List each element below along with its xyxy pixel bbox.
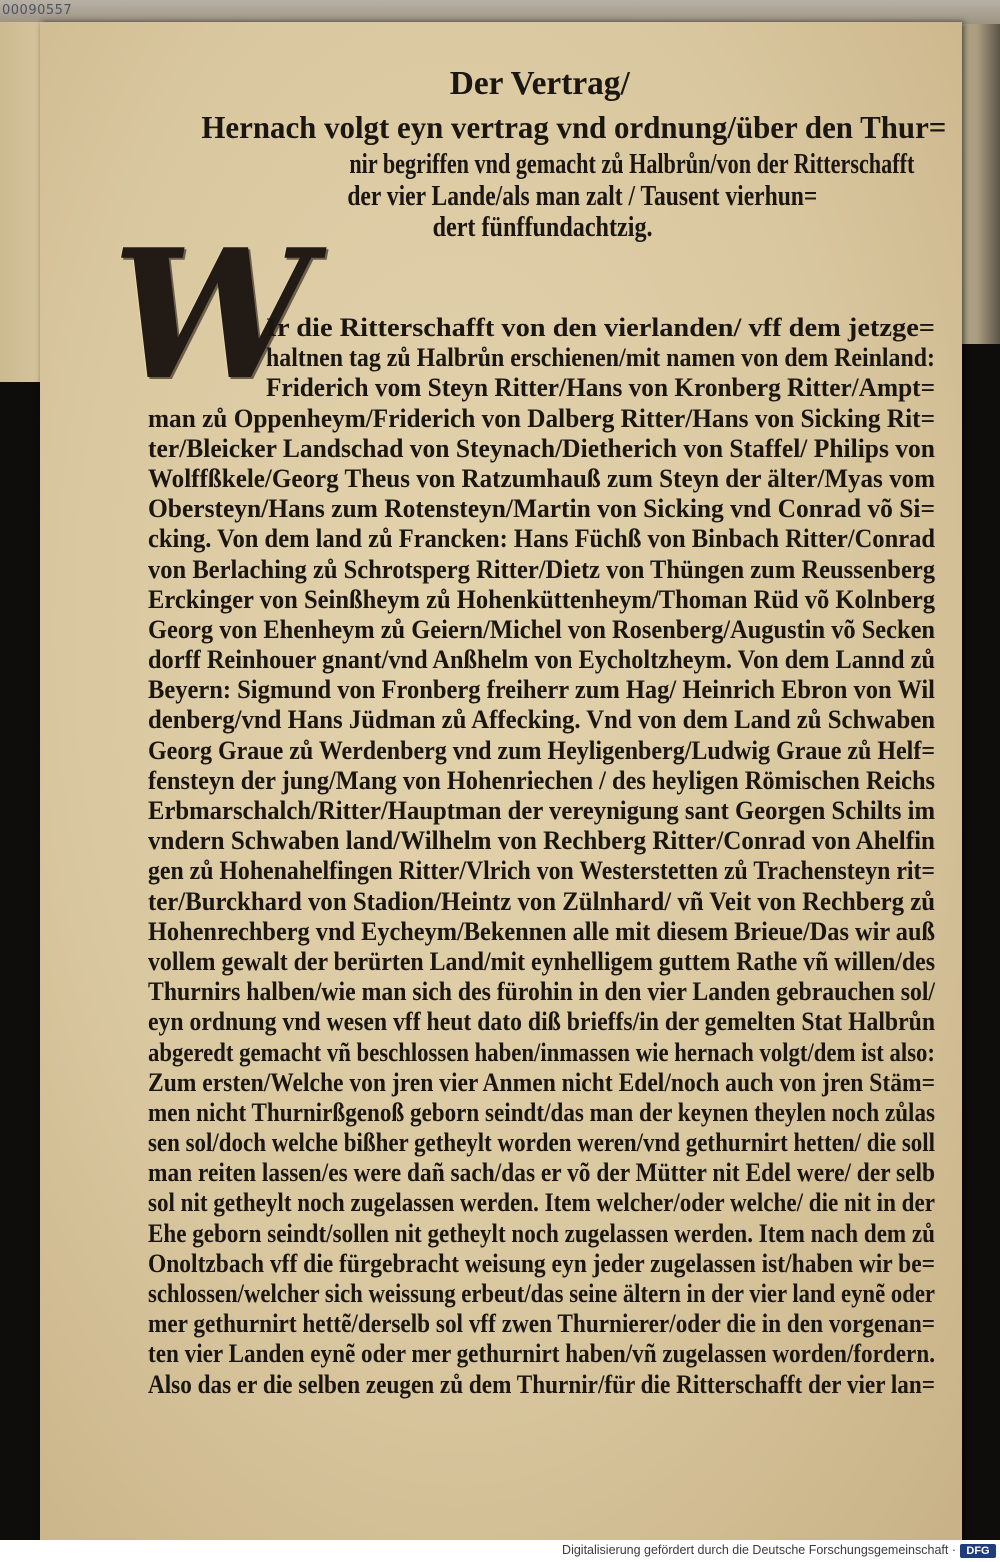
body-line-text: denberg/vnd Hans Jüdman zů Affecking. Vnd von dem Land zů Schwaben <box>148 705 935 735</box>
body-line <box>148 373 935 403</box>
body-line <box>148 705 935 735</box>
body-line <box>148 464 935 494</box>
heading-line-text: dert fünffundachtzig. <box>432 212 653 243</box>
body-line <box>148 947 935 977</box>
body-line <box>148 826 935 856</box>
heading-line <box>188 108 947 146</box>
body-line-text: Georg von Ehenheym zů Geiern/Michel von Rosenberg/Augustin võ Secken <box>148 614 935 644</box>
body-line <box>148 524 935 554</box>
heading-line <box>415 211 653 245</box>
body-line-text: men nicht Thurnirßgenoß geborn seindt/das man der keynen theylen noch zůlas <box>148 1097 935 1127</box>
body-line-text: ten vier Landen eynẽ oder mer gethurnirt haben/vñ zugelassen worden/fordern. <box>148 1339 935 1369</box>
body-line-text: von Berlaching zů Schrotsperg Ritter/Dietz von Thüngen zum Reussenberg <box>148 554 935 584</box>
body-line <box>148 766 935 796</box>
body-line-text: dorff Reinhouer gnant/vnd Anßhelm von Eycholtzheym. Von dem Lannd zů <box>148 645 935 675</box>
body-line-text: Ir die Ritterschafft von den vierlanden/ vff dem jetzge= <box>266 313 935 342</box>
body-line <box>148 1038 935 1068</box>
body-line <box>148 736 935 766</box>
body-line <box>148 1309 935 1339</box>
body-line-text: Friderich vom Steyn Ritter/Hans von Kronberg Ritter/Ampt= <box>266 373 935 403</box>
body-line-text: man reiten lassen/es were dañ sach/das er võ der Mütter nit Edel were/ der selb <box>148 1158 935 1188</box>
body-line-text: sen sol/doch welche bißher getheylt worden weren/vnd gethurnirt hetten/ die soll <box>148 1128 935 1158</box>
body-line <box>148 1188 935 1218</box>
scan-id-label: 00090557 <box>2 3 73 18</box>
body-line <box>148 615 935 645</box>
body-line <box>148 675 935 705</box>
body-line-text: Wolffßkele/Georg Theus von Ratzumhauß zum Steyn der älter/Myas vom <box>148 463 935 493</box>
body-line <box>148 917 935 947</box>
body-line-text: mer gethurnirt hettẽ/derselb sol vff zwen Thurnierer/oder die in den vorgenan= <box>148 1309 935 1339</box>
body-line <box>148 1249 935 1279</box>
body-line-text: Thurnirs halben/wie man sich des fürohin in den vier Landen gebrauchen sol/ <box>148 977 935 1007</box>
body-line <box>148 404 935 434</box>
body-line-text: Zum ersten/Welche von jren vier Anmen nicht Edel/noch auch von jren Stäm= <box>148 1067 935 1097</box>
body-line <box>148 434 935 464</box>
body-line <box>148 1098 935 1128</box>
heading-line-text: der vier Lande/als man zalt / Tausent vierhun= <box>347 181 818 212</box>
body-line-text: Onoltzbach vff die fürgebracht weisung eyn jeder zugelassen ist/haben wir be= <box>148 1248 935 1278</box>
body-line-text: Obersteyn/Hans zum Rotensteyn/Martin von Sicking vnd Conrad võ Si= <box>148 494 935 524</box>
heading-line-text: Hernach volgt eyn vertrag vnd ordnung/über den Thur= <box>201 109 947 145</box>
body-line <box>148 645 935 675</box>
body-line <box>148 977 935 1007</box>
body-line-text: fensteyn der jung/Mang von Hohenriechen / des heyligen Römischen Reichs <box>148 765 935 795</box>
body-line <box>148 1007 935 1037</box>
page-title <box>448 64 628 104</box>
body-line-text: abgeredt gemacht vñ beschlossen haben/inmassen wie hernach volgt/dem ist also: <box>148 1037 935 1067</box>
heading-line <box>303 180 818 214</box>
heading-line-text: nir begriffen vnd gemacht zů Halbrůn/von der Ritterschafft <box>349 149 915 180</box>
funding-credit-text: Digitalisierung gefördert durch die Deutsche Forschungsgemeinschaft · <box>562 1543 956 1557</box>
dfg-logo: DFG <box>960 1544 996 1558</box>
body-text <box>148 313 935 1400</box>
body-line-text: eyn ordnung vnd wesen vff heut dato diß brieffs/in der gemelten Stat Halbrůn <box>148 1007 935 1037</box>
body-line <box>148 555 935 585</box>
body-line-text: haltnen tag zů Halbrůn erschienen/mit namen von dem Reinland: <box>266 343 935 373</box>
scan-top-strip <box>0 0 1000 24</box>
body-line-text: ter/Bleicker Landschad von Steynach/Dietherich von Staffel/ Philips von <box>148 433 935 463</box>
body-line <box>148 1279 935 1309</box>
body-line-text: Ehe geborn seindt/sollen nit getheylt noch zugelassen werden. Item nach dem zů <box>148 1218 935 1248</box>
body-line-text: Also das er die selben zeugen zů dem Thurnir/für die Ritterschafft der vier lan= <box>148 1369 935 1399</box>
body-line <box>148 1219 935 1249</box>
body-line-text: cking. Von dem land zů Francken: Hans Füchß von Binbach Ritter/Conrad <box>148 524 935 554</box>
body-line-text: Beyern: Sigmund von Fronberg freiherr zum Hag/ Heinrich Ebron von Wil <box>148 675 935 705</box>
body-line <box>148 1370 935 1400</box>
body-line <box>148 1339 935 1369</box>
heading-line <box>275 148 915 182</box>
body-line-text: Georg Graue zů Werdenberg vnd zum Heyligenberg/Ludwig Graue zů Helf= <box>148 735 935 765</box>
body-line <box>148 887 935 917</box>
body-line-text: Erbmarschalch/Ritter/Hauptman der vereynigung sant Georgen Schilts im <box>148 796 935 825</box>
page-title-text: Der Vertrag/ <box>449 65 630 102</box>
body-line <box>148 856 935 886</box>
body-line <box>148 494 935 524</box>
body-line-text: Erckinger von Seinßheym zů Hohenküttenheym/Thoman Rüd võ Kolnberg <box>148 584 935 614</box>
body-line-text: vndern Schwaben land/Wilhelm von Rechberg Ritter/Conrad von Ahelfin <box>148 826 935 856</box>
body-line <box>148 1158 935 1188</box>
body-line <box>148 1128 935 1158</box>
body-line-text: Hohenrechberg vnd Eycheym/Bekennen alle mit diesem Brieue/Das wir auß <box>148 916 935 946</box>
drop-cap-initial: W <box>112 210 308 419</box>
body-line-text: schlossen/welcher sich weissung erbeut/das seine ältern in der vier land eynẽ oder <box>148 1279 935 1308</box>
funding-footer <box>0 1540 1000 1562</box>
body-line <box>148 585 935 615</box>
body-line-text: vollem gewalt der berürten Land/mit eynhelligem guttem Rathe vñ willen/des <box>148 946 935 976</box>
body-line-text: sol nit getheylt noch zugelassen werden. Item welcher/oder welche/ die nit in der <box>148 1188 935 1218</box>
body-line-text: ter/Burckhard von Stadion/Heintz von Zülnhard/ vñ Veit von Rechberg zů <box>148 886 935 916</box>
body-line-text: gen zů Hohenahelfingen Ritter/Vlrich von Westerstetten zů Trachensteyn rit= <box>148 856 935 886</box>
body-line <box>148 1068 935 1098</box>
body-line <box>148 343 935 373</box>
body-line <box>148 796 935 826</box>
body-line-text: man zů Oppenheym/Friderich von Dalberg Ritter/Hans von Sicking Rit= <box>148 403 935 433</box>
body-line <box>148 313 935 343</box>
